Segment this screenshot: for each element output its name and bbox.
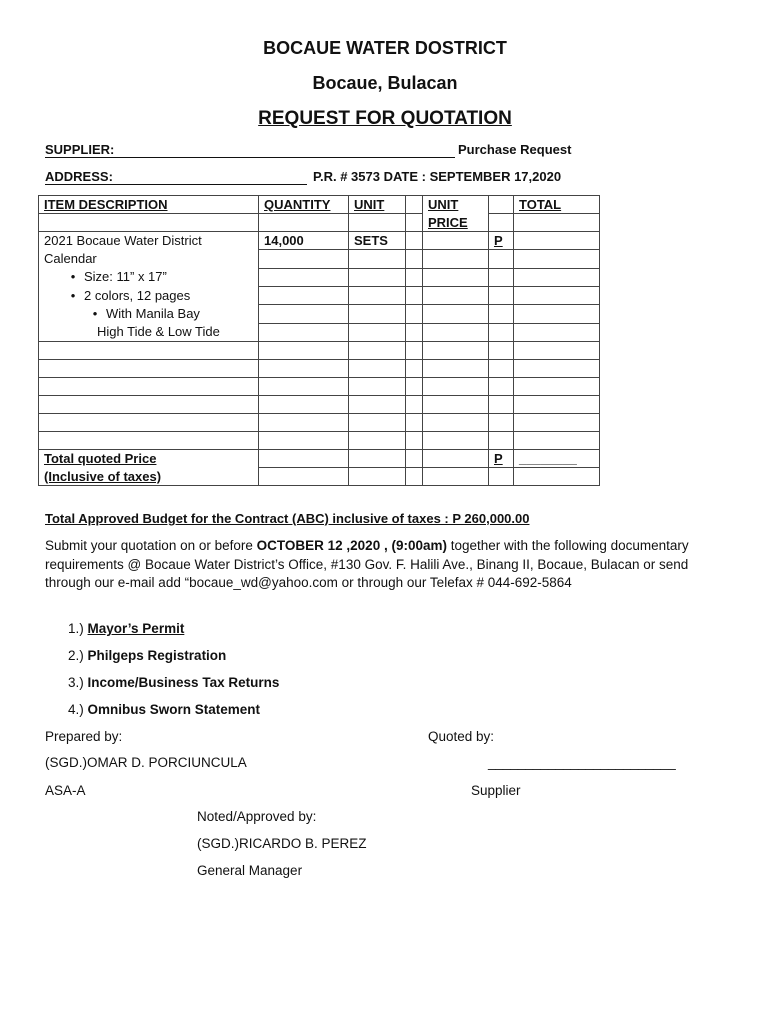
- header-unit-price-2: PRICE: [423, 214, 489, 232]
- table-row: [39, 378, 600, 396]
- header-unit-price: UNIT: [423, 196, 489, 214]
- header-total: TOTAL: [514, 196, 600, 214]
- purchase-request-label: Purchase Request: [458, 142, 572, 157]
- item-quantity: 14,000: [259, 232, 349, 250]
- item-line-2: Calendar: [44, 251, 97, 267]
- supplier-label: SUPPLIER:: [45, 142, 115, 157]
- preparer-title: ASA-A: [45, 783, 86, 798]
- table-row: [39, 342, 600, 360]
- pr-number-date: P.R. # 3573 DATE : SEPTEMBER 17,2020: [313, 169, 562, 184]
- instructions-post: together with the following documentary requirements @ Bocaue Water District’s Office, #130 Gov. F. Halili Ave., Binang II, Bocaue, Bulacan or send through our e-mail add “bocaue_wd@yahoo.com or through our Telefax # 044-692-5864: [45, 538, 689, 591]
- approver-title: General Manager: [197, 863, 303, 878]
- total-blank: ________: [514, 450, 600, 468]
- address-underline: [45, 184, 307, 185]
- header-unit: UNIT: [349, 196, 406, 214]
- total-row-2: [39, 468, 600, 486]
- table-row: [39, 360, 600, 378]
- table-row: [39, 432, 600, 450]
- preparer-name: (SGD.)OMAR D. PORCIUNCULA: [45, 755, 247, 770]
- supplier-underline: [45, 157, 455, 158]
- requirement-text: Omnibus Sworn Statement: [87, 702, 261, 717]
- requirement-number: 1.): [68, 621, 84, 636]
- bullet-icon: •: [92, 305, 98, 321]
- item-description-cell: [39, 232, 259, 342]
- item-sub-bullet: With Manila Bay: [106, 305, 200, 321]
- item-currency: P: [489, 232, 514, 250]
- instructions-pre: Submit your quotation on or before: [45, 538, 257, 553]
- item-line-1: 2021 Bocaue Water District: [44, 233, 202, 248]
- requirement-item: [68, 675, 279, 690]
- requirement-number: 2.): [68, 648, 84, 663]
- bullet-icon: •: [70, 269, 76, 285]
- supplier-signature-line: _________________________: [488, 755, 676, 770]
- requirement-item: [68, 648, 226, 663]
- document-title: REQUEST FOR QUOTATION: [258, 108, 512, 129]
- requirement-item: [68, 621, 184, 636]
- address-label: ADDRESS:: [45, 169, 113, 184]
- requirement-number: 4.): [68, 702, 84, 717]
- item-bullet-1: Size: 11” x 17”: [84, 269, 167, 285]
- approved-budget: Total Approved Budget for the Contract (ABC) inclusive of taxes : P 260,000.00: [45, 511, 530, 526]
- spacer-cell: [406, 196, 423, 214]
- instructions-paragraph: [45, 537, 735, 593]
- requirement-text: Income/Business Tax Returns: [87, 675, 280, 690]
- organization-location: Bocaue, Bulacan: [312, 73, 458, 93]
- table-row: [39, 396, 600, 414]
- approver-name: (SGD.)RICARDO B. PEREZ: [197, 836, 367, 851]
- quoted-by-label: Quoted by:: [428, 729, 495, 744]
- bullet-icon: •: [70, 287, 76, 303]
- requirement-text: Mayor’s Permit: [87, 621, 185, 636]
- requirement-number: 3.): [68, 675, 84, 690]
- table-row: [39, 232, 600, 250]
- item-bullet-2: 2 colors, 12 pages: [84, 287, 191, 303]
- table-row: [39, 414, 600, 432]
- organization-name: BOCAUE WATER DOSTRICT: [263, 38, 507, 58]
- requirement-text: Philgeps Registration: [87, 648, 227, 663]
- table-header-row: [39, 196, 600, 214]
- total-currency: P: [489, 450, 514, 468]
- item-unit: SETS: [349, 232, 406, 250]
- table-header-row-2: [39, 214, 600, 232]
- total-quoted-label: Total quoted Price: [39, 450, 259, 468]
- header-quantity: QUANTITY: [259, 196, 349, 214]
- inclusive-taxes-label: (Inclusive of taxes): [39, 468, 259, 486]
- noted-approved-label: Noted/Approved by:: [197, 809, 317, 824]
- submission-deadline: OCTOBER 12 ,2020 , (9:00am): [256, 538, 447, 553]
- item-sub-bullet-cont: High Tide & Low Tide: [97, 324, 220, 340]
- spacer-cell: [489, 196, 514, 214]
- prepared-by-label: Prepared by:: [45, 729, 123, 744]
- quotation-table: [38, 195, 600, 486]
- header-item-description: ITEM DESCRIPTION: [39, 196, 259, 214]
- requirement-item: [68, 702, 260, 717]
- supplier-label-sig: Supplier: [471, 783, 521, 798]
- total-row: [39, 450, 600, 468]
